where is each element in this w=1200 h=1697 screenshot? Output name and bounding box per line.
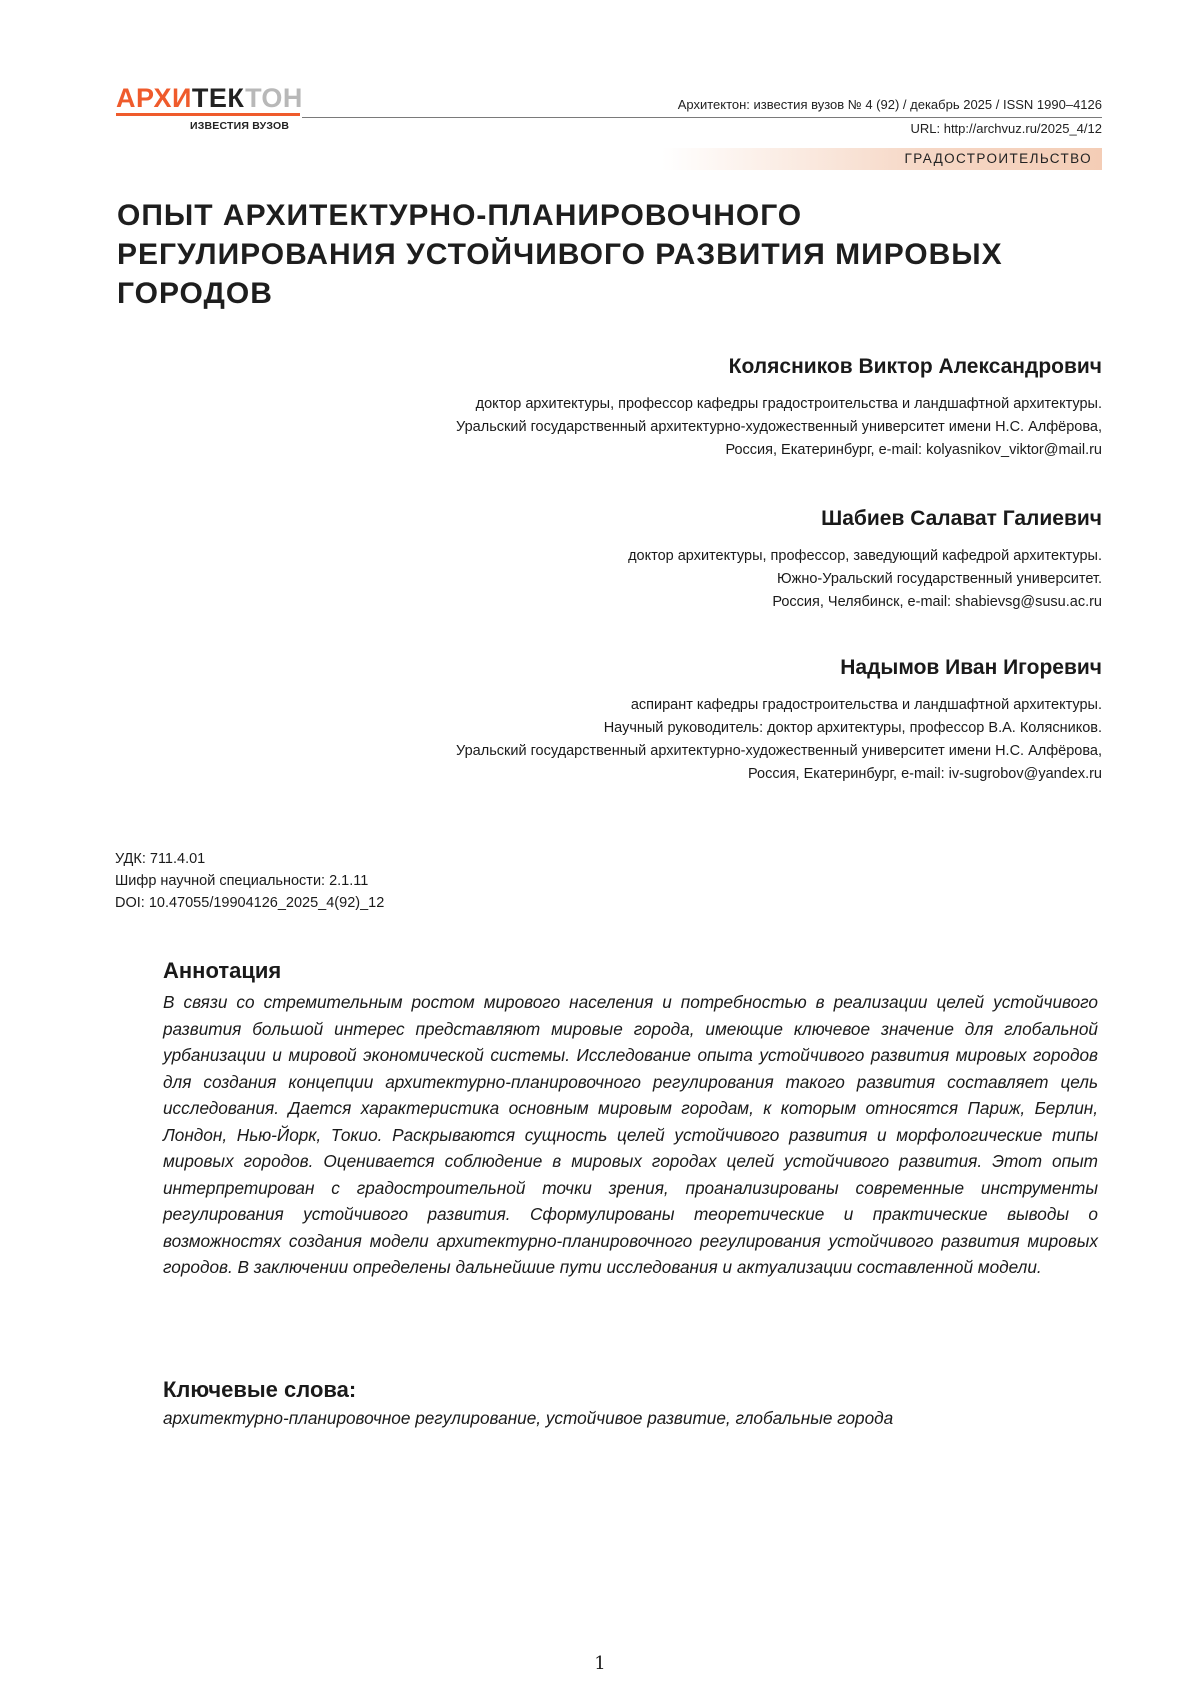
abstract-text: В связи со стремительным ростом мирового населения и потребностью в реализации целей устойчивого развития большой интерес представляют мировые города, имеющие ключевое значение для глобальной урбанизации и мировой экономической системы. Исследование опыта устойчивого развития мировых городов для создания концепции архитектурно-планировочного регулирования такого развития составляет цель исследования. Дается характеристика основным мировым городам, к которым относятся Париж, Берлин, Лондон, Нью-Йорк, Токио. Раскрываются сущность целей устойчивого развития и морфологические типы мировых городов. Оценивается соблюдение в мировых городах целей устойчивого развития. Этот опыт интерпретирован с градостроительной точки зрения, проанализированы современные инструменты регулирования устойчивого развития. Сформулированы теоретические и практические выводы о возможностях создания модели архитектурно-планировочного регулирования устойчивого развития мировых городов. В заключении определены дальнейшие пути исследования и актуализации составленной модели. [163, 992, 1098, 1277]
author-affiliation-line: Россия, Екатеринбург, e-mail: iv-sugrobov@yandex.ru [748, 766, 1102, 782]
section-band [662, 148, 1102, 170]
page-number: 1 [594, 1653, 606, 1674]
author-name: Шабиев Салават Галиевич [821, 507, 1102, 530]
author-affiliation-line: аспирант кафедры градостроительства и ландшафтной архитектуры. [630, 697, 1102, 713]
logo-underline [116, 113, 300, 116]
abstract-heading: Аннотация [163, 958, 282, 983]
section-label: ГРАДОСТРОИТЕЛЬСТВО [904, 151, 1092, 166]
keywords-section [163, 1377, 1098, 1429]
author-block [456, 355, 1102, 462]
header-divider [302, 117, 1102, 118]
author-name: Надымов Иван Игоревич [840, 656, 1102, 679]
article-url[interactable]: URL: http://archvuz.ru/2025_4/12 [910, 121, 1102, 136]
specialty-code: Шифр научной специальности: 2.1.11 [115, 873, 369, 889]
author-affiliation-line: доктор архитектуры, профессор, заведующий кафедрой архитектуры. [628, 548, 1102, 564]
keywords-heading: Ключевые слова: [163, 1377, 357, 1402]
logo-subtitle: ИЗВЕСТИЯ ВУЗОВ [190, 120, 290, 132]
doi[interactable]: DOI: 10.47055/19904126_2025_4(92)_12 [115, 895, 385, 911]
logo-part-3: ТОН [245, 83, 303, 113]
logo-wordmark [116, 84, 303, 112]
author-affiliation-line: доктор архитектуры, профессор кафедры градостроительства и ландшафтной архитектуры. [475, 396, 1102, 412]
author-affiliation-line: Уральский государственный архитектурно-художественный университет имени Н.С. Алфёрова, [456, 419, 1102, 435]
abstract-section [163, 958, 1098, 1281]
author-affiliation-line: Россия, Екатеринбург, e-mail: kolyasnikov_viktor@mail.ru [725, 442, 1102, 458]
author-affiliation-line: Россия, Челябинск, e-mail: shabievsg@susu.ac.ru [772, 594, 1102, 610]
author-affiliation-line: Южно-Уральский государственный университет. [777, 571, 1102, 587]
journal-logo [116, 83, 303, 132]
journal-citation: Архитектон: известия вузов № 4 (92) / декабрь 2025 / ISSN 1990–4126 [677, 97, 1102, 112]
keywords-text: архитектурно-планировочное регулирование, устойчивое развитие, глобальные города [163, 1408, 894, 1428]
article-title: ОПЫТ АРХИТЕКТУРНО-ПЛАНИРОВОЧНОГО РЕГУЛИРОВАНИЯ УСТОЙЧИВОГО РАЗВИТИЯ МИРОВЫХ ГОРОДОВ [117, 199, 1003, 310]
logo-part-1: АРХИ [116, 83, 192, 113]
author-name: Колясников Виктор Александрович [728, 355, 1102, 378]
article-meta [115, 848, 384, 914]
author-block [628, 507, 1102, 614]
author-block [456, 656, 1102, 786]
logo-part-2: ТЕК [191, 83, 246, 113]
author-affiliation-line: Уральский государственный архитектурно-художественный университет имени Н.С. Алфёрова, [456, 743, 1102, 759]
author-affiliation-line: Научный руководитель: доктор архитектуры, профессор В.А. Колясников. [603, 720, 1102, 736]
udk-code: УДК: 711.4.01 [115, 851, 206, 867]
